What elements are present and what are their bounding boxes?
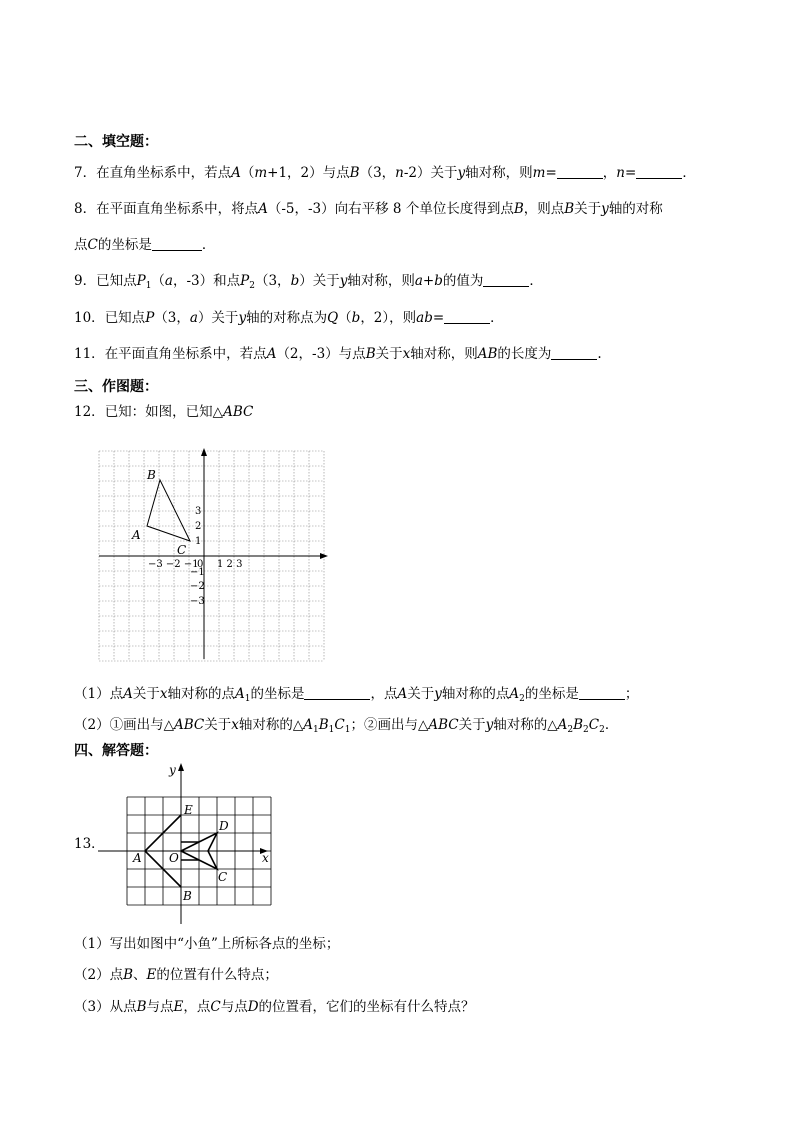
- answer-blank-n[interactable]: [636, 165, 682, 179]
- fish-label-d: D: [219, 819, 229, 833]
- fish-label-e: E: [184, 803, 193, 817]
- question-13-part3: （3）从点B与点E，点C与点D的位置看，它们的坐标有什么特点？: [74, 999, 475, 1015]
- y-tick-neg1: −1: [190, 567, 205, 578]
- label-a: A: [132, 528, 141, 542]
- answer-blank-ab-length[interactable]: [551, 346, 597, 360]
- y-tick-1: 1: [195, 536, 202, 547]
- answer-blank-ab-sum[interactable]: [483, 273, 529, 287]
- fish-label-b: B: [183, 889, 192, 903]
- x-ticks-positive: 1 2 3: [217, 559, 243, 570]
- origin-label: 0: [197, 559, 204, 570]
- label-c: C: [177, 543, 187, 557]
- fish-label-x: x: [262, 851, 269, 865]
- answer-blank-a2[interactable]: [579, 686, 625, 700]
- question-13-number: 13．: [74, 836, 105, 852]
- question-8: 8．在平面直角坐标系中，将点A（-5，-3）向右平移 8 个单位长度得到点B，则点B关于y轴的对称: [74, 201, 663, 217]
- answer-blank-m[interactable]: [557, 165, 603, 179]
- question-9: 9．已知点$P_1(a$，-3）和点$P_2(3$，b）关于y轴对称，则a+b的值为 ．: [74, 273, 543, 291]
- question-12: 12．已知：如图，已知△ABC: [74, 404, 254, 420]
- section-2-title: 二、填空题：: [74, 134, 158, 150]
- triangle-abc: [147, 480, 190, 541]
- coordinate-grid-q12: [96, 447, 332, 663]
- y-tick-3: 3: [195, 506, 202, 517]
- answer-blank-c[interactable]: [152, 237, 202, 251]
- fish-label-c: C: [218, 870, 228, 884]
- fish-coordinate-grid-q13: [98, 760, 276, 926]
- section-3-title: 三、作图题：: [74, 379, 158, 395]
- question-12-part2: （2）①画出与△ABC关于x轴对称的$\triangle A_1B_1C_1$；②画出与△ABC关于y轴对称的$\triangle A_2B_2C_2$．: [74, 717, 619, 735]
- y-tick-neg3: −3: [190, 596, 205, 607]
- question-11: 11．在平面直角坐标系中，若点A（2，-3）与点B关于x轴对称，则AB的长度为 .: [74, 346, 602, 362]
- y-axis-arrow-icon: [201, 448, 207, 456]
- answer-blank-a1[interactable]: [304, 686, 370, 700]
- label-b: B: [147, 468, 156, 482]
- y-tick-neg2: −2: [190, 581, 205, 592]
- fish-y-axis-arrow-icon: [178, 763, 184, 771]
- question-13-part1: （1）写出如图中“小鱼”上所标各点的坐标；: [74, 936, 340, 952]
- section-4-title: 四、解答题：: [74, 743, 158, 759]
- y-tick-2: 2: [195, 521, 202, 532]
- fish-label-o: O: [169, 851, 179, 865]
- question-8-cont: 点C的坐标是 ．: [74, 237, 216, 253]
- question-12-part1: （1）点A关于x轴对称的点$A_1$的坐标是 ，点A关于y轴对称的点$A_2$的坐标是 ；: [74, 686, 639, 704]
- question-7: 7．在直角坐标系中，若点A（m+1，2）与点B（3，n-2）关于y轴对称，则m= ，n= ．: [74, 165, 696, 181]
- fish-label-a: A: [133, 851, 142, 865]
- question-13-part2: （2）点B、E的位置有什么特点；: [74, 967, 278, 983]
- question-10: 10．已知点P（3，a）关于y轴的对称点为Q（b，2），则ab= ．: [74, 310, 504, 326]
- answer-blank-ab[interactable]: [444, 310, 490, 324]
- x-ticks-negative: −3 −2 −1: [148, 559, 199, 570]
- fish-label-y: y: [169, 763, 176, 777]
